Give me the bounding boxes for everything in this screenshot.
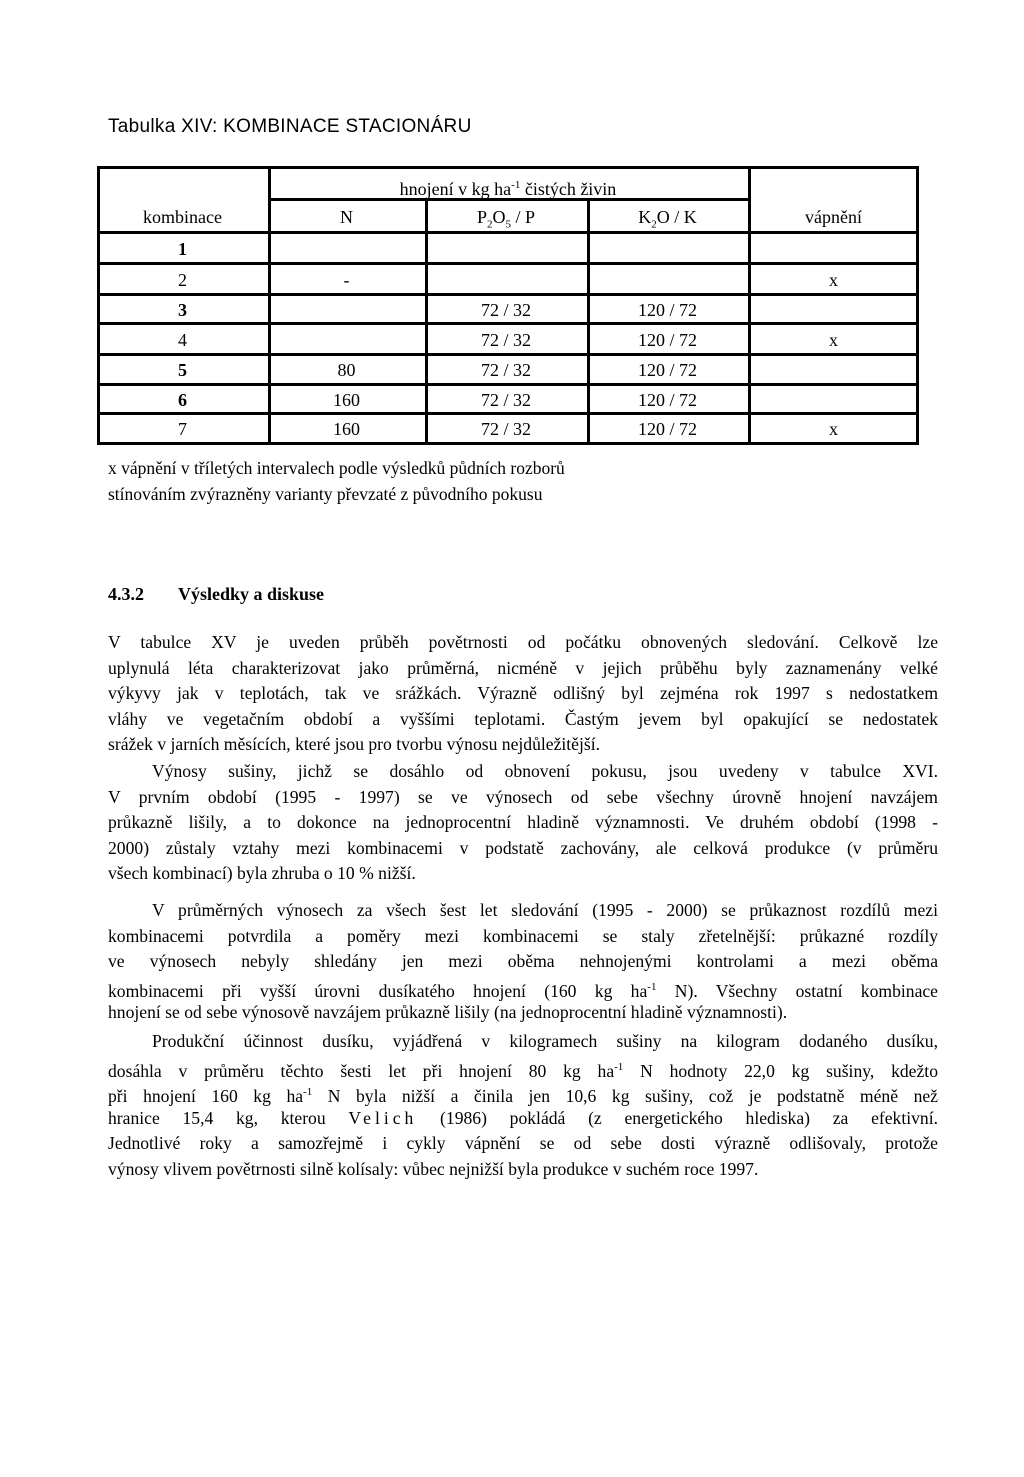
text-line: 2000) zůstaly vztahy mezi kombinacemi v podstatě zachovány, ale celková produkce (v průměru (108, 837, 938, 858)
text-line: ve výnosech nebyly shledány jen mezi oběma nehnojenými kontrolami a mezi oběma (108, 951, 938, 971)
row-rule (97, 293, 919, 296)
text-line: výkyvy jak v teplotách, tak ve srážkách. Výrazně odlišný byl zejména rok 1997 s nedostatkem (108, 683, 938, 703)
cell-kombinace: 4 (178, 330, 187, 350)
row-rule (97, 412, 919, 415)
row-rule (97, 322, 919, 325)
row-rule (97, 353, 919, 356)
text-line: Produkční účinnost dusíku, vyjádřená v kilogramech sušiny na kilogram dodaného dusíku, (152, 1031, 938, 1051)
cell-p: 72 / 32 (480, 360, 531, 380)
cell-kombinace: 1 (178, 239, 187, 259)
header-kombinace: kombinace (143, 207, 222, 227)
cell-p: 72 / 32 (480, 390, 531, 410)
text-line: V tabulce XV je uveden průběh povětrnosti od počátku obnovených sledování. Celkově lze (108, 632, 938, 652)
cell-n: - (343, 270, 350, 290)
cell-vapneni: x (829, 270, 838, 290)
cell-kombinace: 3 (178, 300, 187, 320)
cell-k: 120 / 72 (637, 390, 697, 410)
text-line: kombinacemi při vyšší úrovni dusíkatého hnojení (160 kg $ha^{-1}$ N). Všechny ostatní kombinace (108, 980, 938, 1001)
cell-vapneni: x (829, 419, 838, 439)
header-vapneni: vápnění (805, 207, 862, 227)
text-line: V průměrných výnosech za všech šest let sledování (1995 - 2000) se průkaznost rozdílů mezi (152, 900, 938, 920)
paragraph-nitrogen-efficiency (108, 1029, 938, 1182)
cell-p: 72 / 32 (480, 419, 531, 439)
paragraph-yields (108, 759, 938, 887)
cell-vapneni: x (829, 330, 838, 350)
section-number: 4.3.2 (108, 584, 144, 604)
cell-kombinace: 5 (178, 360, 187, 380)
text-line: průkazně lišily, a to dokonce na jednoprocentní hladině významnosti. Ve druhém období (1998 - (108, 812, 938, 832)
cell-p: 72 / 32 (480, 300, 531, 320)
paragraph-average-yields (108, 898, 938, 1026)
text-line: hranice 15,4 kg, kterou Velich (1986) pokládá (z energetického hlediska) za efektivní. (108, 1107, 938, 1128)
table-border-bottom (97, 442, 919, 445)
text-line: vláhy ve vegetačním období a vyššími teplotami. Častým jevem byl opakující se nedostatek (108, 708, 938, 729)
section-title: Výsledky a diskuse (178, 584, 325, 604)
header-n: N (340, 207, 353, 227)
text-line: výnosy vlivem povětrnosti silně kolísaly: vůbec nejnižší byla produkce v suchém roce 1997. (108, 1158, 759, 1179)
header-p2o5: $P_2O_5$ / P (476, 207, 536, 231)
cell-k: 120 / 72 (637, 300, 697, 320)
paragraph-weather (108, 630, 938, 758)
text-line: hnojení se od sebe výnosově navzájem průkazně lišily (na jednoprocentní hladině významnosti). (108, 1002, 788, 1022)
table-note-shading: stínováním zvýrazněny varianty převzaté z původního pokusu (108, 484, 543, 504)
row-rule (97, 262, 919, 265)
text-line: dosáhla v průměru těchto šesti let při hnojení 80 kg $ha^{-1}$ N hodnoty 22,0 kg sušiny, kdežto (108, 1060, 938, 1081)
cell-k: 120 / 72 (637, 419, 697, 439)
header-k2o: $K_2O$ / K (638, 207, 697, 231)
cell-kombinace: 7 (178, 419, 187, 439)
text-line: V prvním období (1995 - 1997) se ve výnosech od sebe všechny úrovně hnojení navzájem (108, 786, 938, 807)
author-name: Velich (348, 1107, 418, 1128)
cell-kombinace: 2 (178, 270, 187, 290)
cell-n: 160 (333, 390, 360, 410)
combination-table (97, 166, 919, 445)
cell-k: 120 / 72 (637, 330, 697, 350)
cell-k: 120 / 72 (637, 360, 697, 380)
cell-kombinace: 6 (178, 390, 187, 410)
table-border-top (97, 166, 919, 169)
section-heading (108, 584, 324, 605)
text-line: Výnosy sušiny, jichž se dosáhlo od obnovení pokusu, jsou uvedeny v tabulce XVI. (152, 761, 938, 781)
cell-p: 72 / 32 (480, 330, 531, 350)
text-line: všech kombinací) byla zhruba o 10 % nižší. (108, 863, 416, 883)
text-line: při hnojení 160 kg $ha^{-1}$ N byla nižší a činila jen 10,6 kg sušiny, což je podstatně méně než (108, 1085, 938, 1106)
text-line: uplynulá léta charakterizovat jako průměrná, nicméně v jejich průběhu byly zaznamenány velké (108, 657, 938, 678)
text-line: Jednotlivé roky a samozřejmě i cykly vápnění se od sebe dosti výrazně odlišovaly, protože (108, 1133, 938, 1153)
cell-n: 80 (337, 360, 356, 380)
group-header: hnojení v kg $ha^{-1}$ čistých živin (399, 179, 617, 199)
cell-n: 160 (333, 419, 360, 439)
row-rule (97, 383, 919, 386)
text-line: kombinacemi potvrdila a poměry mezi kombinacemi se staly zřetelnější: průkazné rozdíly (108, 925, 938, 946)
table-note-liming: x vápnění v tříletých intervalech podle výsledků půdních rozborů (108, 458, 565, 478)
text-line: srážek v jarních měsících, které jsou pro tvorbu výnosu nejdůležitější. (108, 734, 600, 754)
table-title: Tabulka XIV: KOMBINACE STACIONÁRU (108, 116, 472, 137)
